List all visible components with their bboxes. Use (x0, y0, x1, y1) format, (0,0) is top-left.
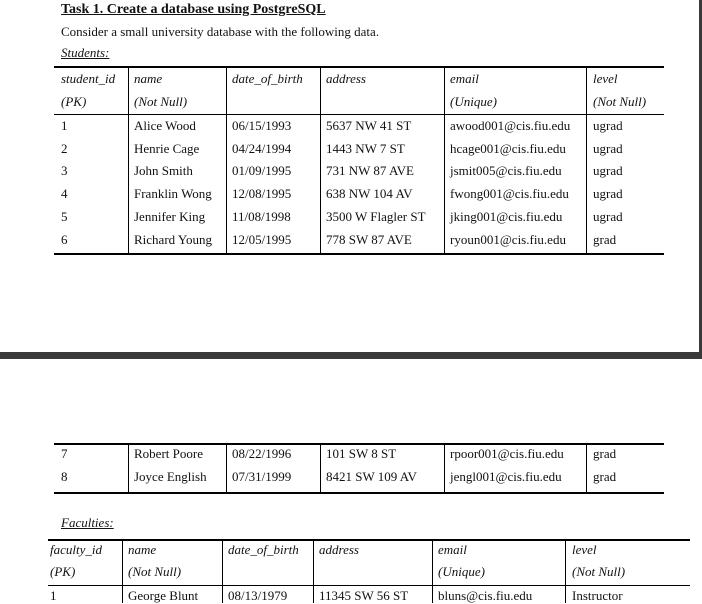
table-top-border (54, 443, 664, 445)
column-divider (122, 539, 123, 603)
table-cell-name: Joyce English (134, 469, 207, 484)
column-header-id: faculty_id (50, 542, 102, 557)
column-subheader-name: (Not Null) (134, 94, 188, 109)
column-subheader-id: (PK) (61, 94, 87, 109)
table-cell-id: 6 (61, 231, 68, 247)
table-cell-address: 3500 W Flagler ST (326, 208, 426, 224)
column-divider (586, 66, 587, 253)
column-header-name: name (134, 71, 163, 86)
column-divider (222, 539, 223, 603)
column-header-dob: date_of_birth (232, 71, 303, 86)
table-cell-email: ryoun001@cis.fiu.edu (450, 231, 566, 247)
column-divider (226, 443, 227, 492)
table-cell-id: 3 (61, 163, 68, 179)
table-cell-address: 778 SW 87 AVE (326, 231, 412, 247)
table-cell-email: rpoor001@cis.fiu.edu (450, 446, 564, 461)
table-cell-level: ugrad (593, 163, 623, 179)
table-top-border (48, 539, 690, 541)
column-header-level: level (572, 542, 597, 557)
table-cell-dob: 01/09/1995 (232, 163, 292, 179)
table-cell-id: 1 (50, 588, 57, 603)
table-cell-name: Jennifer King (134, 208, 206, 224)
column-divider (320, 443, 321, 492)
faculties-label: Faculties: (61, 515, 114, 530)
table-cell-name: Richard Young (134, 231, 213, 247)
column-divider (128, 66, 129, 253)
table-cell-dob: 12/05/1995 (232, 231, 292, 247)
table-cell-level: ugrad (593, 208, 623, 224)
table-cell-dob: 08/22/1996 (232, 446, 292, 461)
table-cell-email: jengl001@cis.fiu.edu (450, 469, 562, 484)
table-cell-email: fwong001@cis.fiu.edu (450, 186, 569, 202)
table-cell-dob: 08/13/1979 (228, 588, 288, 603)
table-cell-address: 638 NW 104 AV (326, 186, 413, 202)
table-cell-id: 2 (61, 140, 68, 156)
column-header-dob: date_of_birth (228, 542, 299, 557)
table-cell-address: 1443 NW 7 ST (326, 140, 405, 156)
table-cell-name: Franklin Wong (134, 186, 212, 202)
column-divider (128, 443, 129, 492)
table-cell-address: 11345 SW 56 ST (319, 588, 409, 603)
column-header-address: address (319, 542, 359, 557)
table-cell-name: George Blunt (128, 588, 199, 603)
column-subheader-email: (Unique) (450, 94, 497, 109)
column-header-address: address (326, 71, 366, 86)
table-bottom-border (54, 492, 664, 494)
column-subheader-level: (Not Null) (593, 94, 647, 109)
table-cell-dob: 04/24/1994 (232, 140, 292, 156)
column-subheader-level: (Not Null) (572, 564, 626, 579)
table-cell-dob: 07/31/1999 (232, 469, 292, 484)
table-cell-level: ugrad (593, 186, 623, 202)
column-header-email: email (450, 71, 479, 86)
page-separator (0, 352, 702, 359)
table-cell-level: ugrad (593, 118, 623, 133)
table-cell-dob: 12/08/1995 (232, 186, 292, 202)
table-cell-id: 5 (61, 208, 68, 224)
header-bottom-border (54, 114, 664, 115)
intro-text: Consider a small university database with the following data. (61, 24, 380, 39)
header-bottom-border (48, 585, 690, 586)
table-cell-email: jsmit005@cis.fiu.edu (450, 163, 562, 179)
table-cell-name: John Smith (134, 163, 193, 179)
table-cell-dob: 06/15/1993 (232, 118, 292, 133)
column-subheader-email: (Unique) (438, 564, 485, 579)
column-divider (313, 539, 314, 603)
table-cell-email: jking001@cis.fiu.edu (450, 208, 563, 224)
table-cell-address: 101 SW 8 ST (326, 446, 397, 461)
column-divider (444, 66, 445, 253)
table-cell-address: 5637 NW 41 ST (326, 118, 412, 133)
column-header-level: level (593, 71, 618, 86)
table-cell-address: 8421 SW 109 AV (326, 469, 417, 484)
table-cell-address: 731 NW 87 AVE (326, 163, 414, 179)
table-cell-id: 4 (61, 186, 68, 202)
column-divider (432, 539, 433, 603)
table-cell-name: Alice Wood (134, 118, 196, 133)
table-cell-id: 1 (61, 118, 68, 133)
table-cell-level: grad (593, 446, 617, 461)
table-cell-level: ugrad (593, 140, 623, 156)
table-cell-email: hcage001@cis.fiu.edu (450, 140, 566, 156)
table-cell-dob: 11/08/1998 (232, 208, 291, 224)
column-divider (586, 443, 587, 492)
column-subheader-name: (Not Null) (128, 564, 182, 579)
column-divider (565, 539, 566, 603)
table-cell-level: grad (593, 469, 617, 484)
table-cell-email: awood001@cis.fiu.edu (450, 118, 571, 133)
students-label: Students: (61, 45, 110, 60)
table-cell-email: bluns@cis.fiu.edu (438, 588, 533, 603)
table-cell-id: 8 (61, 469, 68, 484)
column-header-name: name (128, 542, 157, 557)
column-header-id: student_id (61, 71, 116, 86)
table-bottom-border (54, 253, 664, 255)
column-subheader-id: (PK) (50, 564, 76, 579)
column-header-email: email (438, 542, 467, 557)
table-cell-id: 7 (61, 446, 68, 461)
task-title: Task 1. Create a database using PostgreSQL (61, 2, 326, 17)
column-divider (444, 443, 445, 492)
table-cell-name: Henrie Cage (134, 140, 200, 156)
table-cell-level: Instructor (572, 588, 623, 603)
table-top-border (54, 66, 664, 68)
table-cell-level: grad (593, 231, 617, 247)
table-cell-name: Robert Poore (134, 446, 203, 461)
column-divider (320, 66, 321, 253)
column-divider (226, 66, 227, 253)
